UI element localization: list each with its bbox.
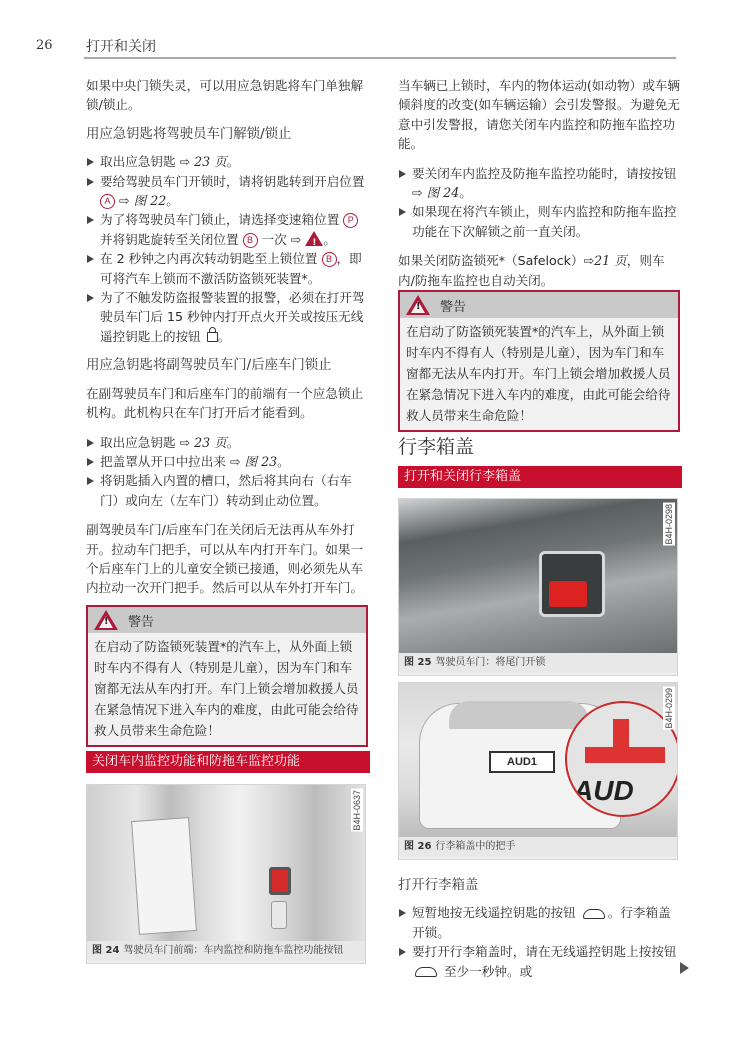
info-label-sticker — [131, 817, 197, 935]
warning-triangle-icon — [94, 610, 118, 630]
warning-box — [398, 290, 680, 432]
section-title-trunk: 行李箱盖 — [398, 436, 475, 458]
ref-arrow-icon: ⇨ — [119, 193, 130, 209]
list-item: 为了将驾驶员车门锁止，请选择变速箱位置 P 并将钥匙旋转至关闭位置 B 一次 ⇨ ! 。 — [86, 210, 368, 249]
ref-arrow-icon: ⇨ — [179, 434, 191, 450]
figure-caption: 图 24 驾驶员车门前端：车内监控和防拖车监控功能按钮 — [87, 941, 365, 961]
page-ref-link[interactable]: 23 页 — [194, 434, 227, 450]
page-ref-link[interactable]: 23 页 — [194, 154, 227, 170]
position-b-icon: B — [322, 252, 337, 267]
closing-text: 副驾驶员车门/后座车门在关闭后无法再从车外打开。拉动车门把手，可以从车内打开车门。如果一个后座车门上的儿童安全锁已接通，则必须先从车内拉动一次开门把手。然后可以从车外打开车门。 — [86, 522, 364, 596]
up-arrow-icon — [613, 719, 629, 749]
ref-arrow-icon: ⇨ — [229, 453, 241, 469]
page-number: 26 — [36, 38, 53, 53]
figure-caption: 图 26 行李箱盖中的把手 — [399, 837, 677, 857]
trunk-button-icon — [583, 909, 605, 919]
warning-triangle-icon[interactable] — [305, 231, 323, 246]
section-bar-trunk: 打开和关闭行李箱盖 — [398, 466, 682, 488]
monitoring-steps — [398, 164, 680, 242]
warning-title: 警告 — [128, 614, 155, 630]
section-bar-monitoring: 关闭车内监控功能和防拖车监控功能 — [86, 751, 370, 773]
ref-arrow-icon: ⇨ — [583, 253, 595, 269]
figure-caption: 图 25 驾驶员车门：将尾门开锁 — [399, 653, 677, 673]
alarm-intro: 当车辆已上锁时，车内的物体运动(如动物）或车辆倾斜度的改变(如车辆运输）会引发警报。为避免无意中引发警报，请您关闭车内监控和防拖车监控功能。 — [398, 78, 680, 152]
list-item: 将钥匙插入内置的槽口，然后将其向右（右车门）或向左（左车门）转动到止动位置。 — [86, 471, 368, 510]
figure-code: B4H-0299 — [664, 688, 674, 729]
badge-lettering: AUD — [573, 775, 634, 806]
trunk-handle — [585, 747, 665, 763]
driver-door-illustration — [399, 499, 677, 653]
passenger-intro: 在副驾驶员车门和后座车门的前端有一个应急锁止机构。此机构只在车门打开后才能看到。 — [86, 385, 364, 421]
door-latch — [271, 901, 287, 929]
right-column — [398, 76, 680, 300]
figure-ref-link[interactable]: 图 22 — [133, 193, 167, 209]
zoom-inset — [565, 701, 677, 817]
safelock-note: 如果关闭防盗锁死*（Safelock）⇨21 页，则车内/防拖车监控也自动关闭。 — [398, 253, 665, 288]
figure-ref-link[interactable]: 图 23 — [244, 453, 278, 469]
list-item: 取出应急钥匙 ⇨ 23 页。 — [86, 152, 368, 171]
monitoring-button — [269, 867, 291, 895]
ref-arrow-icon: ⇨ — [179, 154, 191, 170]
position-a-icon: A — [100, 194, 115, 209]
running-title: 打开和关闭 — [86, 39, 156, 55]
ref-arrow-icon: ⇨ — [412, 185, 423, 201]
unlock-button-icon — [207, 332, 218, 342]
left-column — [86, 76, 368, 608]
list-item: 把盖罩从开口中拉出来 ⇨ 图 23。 — [86, 452, 368, 471]
figure-code: B4H-0637 — [352, 790, 362, 831]
subheading-driver-door: 用应急钥匙将驾驶员车门解锁/锁止 — [86, 126, 292, 142]
figure-ref-link[interactable]: 图 24 — [426, 185, 460, 201]
trunk-button-icon — [415, 967, 437, 977]
subheading-passenger-doors: 用应急钥匙将副驾驶员车门/后座车门锁止 — [86, 358, 332, 374]
open-trunk-steps — [398, 903, 680, 981]
list-item: 要给驾驶员车门开锁时，请将钥匙转到开启位置 A ⇨ 图 22。 — [86, 172, 368, 211]
open-trunk-section — [398, 876, 680, 991]
position-b-icon: B — [243, 233, 258, 248]
driver-door-steps — [86, 152, 368, 346]
warning-header — [400, 292, 678, 318]
warning-title: 警告 — [440, 299, 467, 315]
list-item: 要打开行李箱盖时，请在无线遥控钥匙上按按钮 至少一秒钟。或 — [398, 942, 680, 981]
figure-code: B4H-0298 — [664, 504, 674, 545]
list-item: 要关闭车内监控及防拖车监控功能时，请按按钮 ⇨ 图 24。 — [398, 164, 680, 203]
license-plate: AUD1 — [489, 751, 555, 773]
warning-header — [88, 607, 366, 633]
figure-26 — [398, 682, 678, 860]
list-item: 在 2 秒钟之内再次转动钥匙至上锁位置 B ，即可将汽车上锁而不激活防盗锁死装置*。 — [86, 249, 368, 288]
intro-text: 如果中央门锁失灵，可以用应急钥匙将车门单独解锁/锁止。 — [86, 78, 364, 113]
warning-box — [86, 605, 368, 747]
position-p-icon: P — [343, 213, 358, 228]
warning-triangle-icon — [406, 295, 430, 315]
figure-25 — [398, 498, 678, 676]
list-item: 为了不触发防盗报警装置的报警，必须在打开驾驶员车门后 15 秒钟内打开点火开关或按压无线遥控钥匙上的按钮 。 — [86, 288, 368, 346]
list-item: 短暂地按无线遥控钥匙的按钮 。行李箱盖开锁。 — [398, 903, 680, 942]
car-rear-illustration — [399, 683, 677, 837]
ref-arrow-icon: ⇨ — [290, 231, 302, 247]
page-ref-link[interactable]: 21 页 — [594, 253, 627, 269]
trunk-release-switch — [549, 581, 587, 607]
warning-body: 在启动了防盗锁死装置*的汽车上，从外面上锁时车内不得有人（特别是儿童），因为车门和车窗都无法从车内打开。车门上锁会增加救援人员在紧急情况下进入车内的难度，由此可能会给待救人员带来生命危险！ — [94, 639, 359, 738]
header-rule — [84, 57, 676, 59]
next-page-arrow-icon[interactable] — [680, 962, 689, 974]
subheading-open-trunk: 打开行李箱盖 — [398, 878, 479, 893]
figure-24 — [86, 784, 366, 964]
warning-body: 在启动了防盗锁死装置*的汽车上，从外面上锁时车内不得有人（特别是儿童），因为车门和车窗都无法从车内打开。车门上锁会增加救援人员在紧急情况下进入车内的难度，由此可能会给待救人员带来生命危险！ — [406, 324, 671, 423]
rear-window — [449, 701, 589, 729]
door-front-illustration — [87, 785, 365, 941]
passenger-door-steps — [86, 433, 368, 511]
list-item: 取出应急钥匙 ⇨ 23 页。 — [86, 433, 368, 452]
list-item: 如果现在将汽车锁止，则车内监控和防拖车监控功能在下次解锁之前一直关闭。 — [398, 202, 680, 241]
